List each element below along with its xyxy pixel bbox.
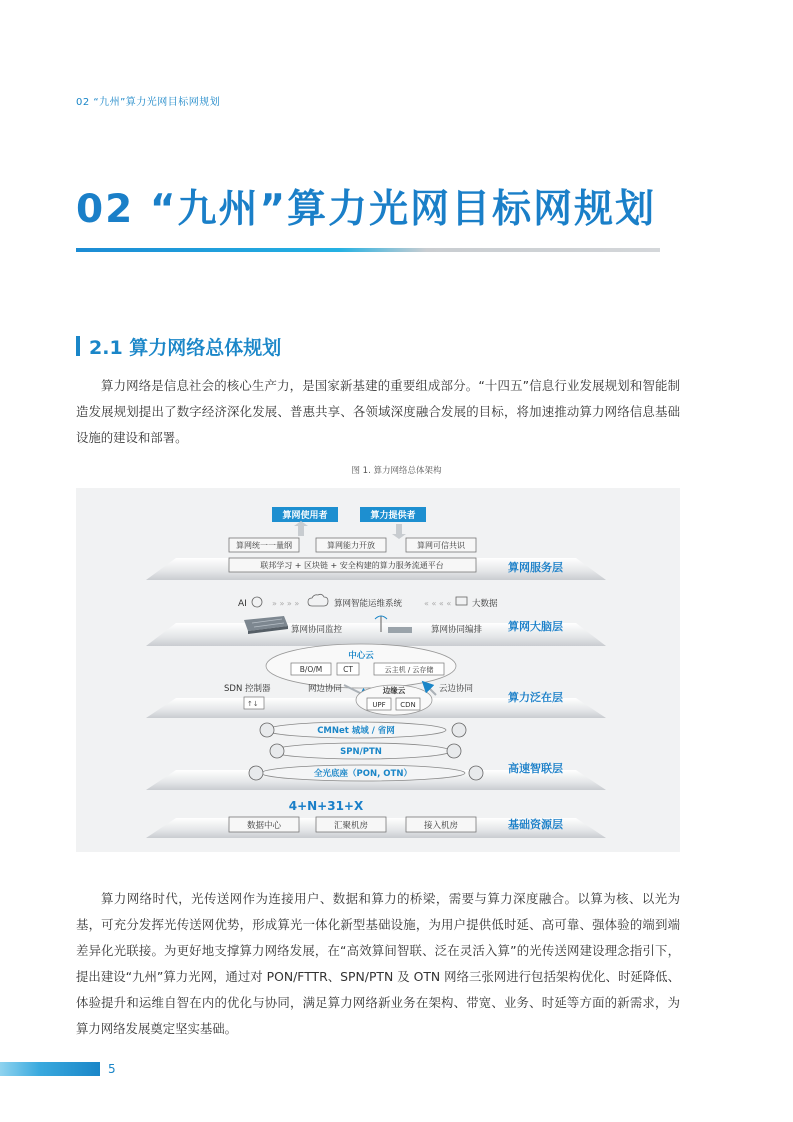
center-cloud-label: 中心云 [348,651,374,661]
center-box-ct-label: CT [343,665,353,674]
service-platform-label: 联邦学习 + 区块链 + 安全构建的算力服务流通平台 [260,561,444,570]
brain-layer-label: 算网大脑层 [508,620,563,633]
edge-box-cdn-label: CDN [400,701,416,709]
user-badge-label: 算网使用者 [282,511,328,521]
ops-system-label: 算网智能运维系统 [334,599,403,609]
spn-ring-label: SPN/PTN [340,747,382,757]
edge-box-upf-label: UPF [372,701,386,709]
ai-head-icon [252,597,262,607]
title-rule [76,248,660,252]
service-box-2-label: 算网能力开放 [327,541,375,550]
flow-chevrons-left: » » » » [272,599,300,608]
switch-icon-2 [447,744,461,758]
provider-badge-label: 算力提供者 [370,511,416,521]
monitor-icon [456,597,467,605]
page-number: 5 [108,1062,116,1076]
router-icon-1 [260,723,274,737]
connect-layer-label: 高速智联层 [508,762,563,775]
resource-layer-label: 基础资源层 [508,818,563,831]
center-box-vm-label: 云主机 / 云存储 [384,666,434,674]
up-arrow-icon [294,521,308,536]
section-title: 2.1 算力网络总体规划 [89,336,282,359]
footer-bar [0,1062,100,1076]
ai-label: AI [238,599,247,609]
optical-ring-label: 全光底座（PON, OTN） [314,769,412,779]
sdn-controller-label: SDN 控制器 [224,684,271,694]
resource-formula: 4+N+31+X [288,799,364,813]
cloud-icon [308,594,328,606]
section-marker [76,336,80,356]
otn-icon-2 [469,766,483,780]
router-icon-2 [452,723,466,737]
cloud-edge-label: 云边协同 [439,684,474,694]
ubiquitous-layer-label: 算力泛在层 [508,691,563,704]
flow-chevrons-right: « « « « [424,599,452,608]
sdn-arrows-icon: ↑↓ [247,700,259,708]
resource-box-1-label: 数据中心 [246,821,282,831]
net-edge-label: 网边协同 [308,684,343,694]
section-heading [76,334,281,358]
paragraph-intro: 算力网络是信息社会的核心生产力，是国家新基建的重要组成部分。“十四五”信息行业发展规划和智能制造发展规划提出了数字经济深化发展、普惠共享、各领域深度融合发展的目标，将加速推动算力网络信息基础设施的建设和部署。 [76,378,680,445]
bigdata-label: 大数据 [472,599,498,609]
service-box-1-label: 算网统一一量纲 [236,541,292,550]
edge-cloud-label: 边缘云 [382,686,406,695]
resource-box-2-label: 汇聚机房 [333,821,369,831]
service-layer-label: 算网服务层 [508,561,563,574]
figure-caption: 图 1. 算力网络总体架构 [351,466,442,476]
orchestrate-label: 算网协同编排 [431,625,483,635]
service-box-3-label: 算网可信共识 [417,541,465,550]
cmnet-ring-label: CMNet 城域 / 省网 [317,726,395,736]
chapter-title: 02 “九州”算力光网目标网规划 [76,187,657,232]
switch-icon-1 [270,744,284,758]
running-header: 02 “九州”算力光网目标网规划 [76,97,221,108]
down-arrow-icon [392,524,406,539]
resource-box-3-label: 接入机房 [423,821,459,831]
architecture-figure [76,488,680,852]
center-box-bom-label: B/O/M [299,665,323,674]
paragraph-body: 算力网络时代，光传送网作为连接用户、数据和算力的桥梁，需要与算力深度融合。以算为核、以光为基，可充分发挥光传送网优势，形成算光一体化新型基础设施，为用户提供低时延、高可靠、强体验的端到端差异化光联接。为更好地支撑算力网络发展，在“高效算间智联、泛在灵活入算”的光传送网建设理念指引下，提出建设“九州”算力光网，通过对 PON/FTTR、SPN/PTN 及 OTN 网络三张网进行包括架构优化、时延降低、体验提升和运维自智在内的优化与协同，满足算力网络新业务在架构、带宽、业务、时延等方面的新需求，为算力网络发展奠定坚实基础。 [76,891,680,1036]
monitor-label: 算网协同监控 [291,625,343,635]
otn-icon-1 [249,766,263,780]
architecture-diagram [76,488,680,852]
